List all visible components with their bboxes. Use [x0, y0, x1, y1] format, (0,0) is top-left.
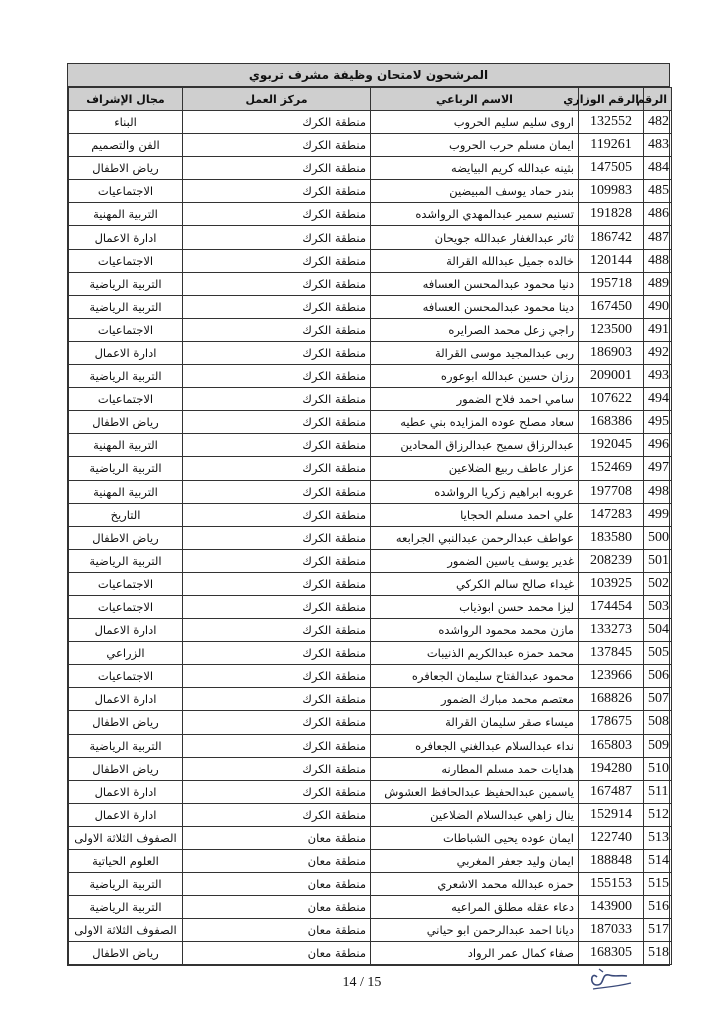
row-ministry-number: 152469	[579, 457, 644, 480]
row-num: 500	[644, 526, 672, 549]
row-num: 489	[644, 272, 672, 295]
table-row	[69, 873, 672, 896]
row-num: 504	[644, 619, 672, 642]
row-work-center: منطقة الكرك	[183, 780, 371, 803]
row-supervision-field: التاريخ	[69, 503, 183, 526]
row-supervision-field: ادارة الاعمال	[69, 226, 183, 249]
row-full-name: ينال زاهي عبدالسلام الضلاعين	[371, 803, 579, 826]
table-row	[69, 711, 672, 734]
row-ministry-number: 186742	[579, 226, 644, 249]
row-num: 503	[644, 595, 672, 618]
row-supervision-field: التربية المهنية	[69, 480, 183, 503]
row-ministry-number: 152914	[579, 803, 644, 826]
row-num: 492	[644, 341, 672, 364]
row-work-center: منطقة الكرك	[183, 503, 371, 526]
row-num: 508	[644, 711, 672, 734]
table-row	[69, 111, 672, 134]
page-number: 14 / 15	[342, 975, 382, 990]
row-num: 501	[644, 549, 672, 572]
table-row	[69, 272, 672, 295]
row-num: 516	[644, 896, 672, 919]
row-supervision-field: رياض الاطفال	[69, 711, 183, 734]
table-row	[69, 295, 672, 318]
row-ministry-number: 178675	[579, 711, 644, 734]
row-num: 507	[644, 688, 672, 711]
row-work-center: منطقة الكرك	[183, 757, 371, 780]
row-supervision-field: رياض الاطفال	[69, 526, 183, 549]
row-work-center: منطقة الكرك	[183, 619, 371, 642]
row-ministry-number: 103925	[579, 572, 644, 595]
row-num: 490	[644, 295, 672, 318]
row-ministry-number: 174454	[579, 595, 644, 618]
row-work-center: منطقة الكرك	[183, 803, 371, 826]
row-full-name: حمزه عبدالله محمد الاشعري	[371, 873, 579, 896]
row-num: 509	[644, 734, 672, 757]
row-work-center: منطقة الكرك	[183, 111, 371, 134]
header-work-center: مركز العمل	[183, 88, 371, 111]
table-row	[69, 180, 672, 203]
table-row	[69, 134, 672, 157]
row-work-center: منطقة الكرك	[183, 642, 371, 665]
row-work-center: منطقة معان	[183, 942, 371, 965]
row-ministry-number: 188848	[579, 850, 644, 873]
row-supervision-field: البناء	[69, 111, 183, 134]
table-row	[69, 919, 672, 942]
row-work-center: منطقة معان	[183, 873, 371, 896]
table-row	[69, 526, 672, 549]
header-ministry-number: الرقم الوزاري	[579, 88, 644, 111]
row-work-center: منطقة الكرك	[183, 134, 371, 157]
row-work-center: منطقة الكرك	[183, 388, 371, 411]
row-num: 510	[644, 757, 672, 780]
header-num: الرقم	[644, 88, 672, 111]
row-full-name: عواطف عبدالرحمن عبدالنبي الجرابعه	[371, 526, 579, 549]
row-num: 496	[644, 434, 672, 457]
row-num: 485	[644, 180, 672, 203]
row-supervision-field: التربية الرياضية	[69, 549, 183, 572]
row-ministry-number: 155153	[579, 873, 644, 896]
table-row	[69, 157, 672, 180]
row-full-name: محمود عبدالفتاح سليمان الجعافره	[371, 665, 579, 688]
row-ministry-number: 192045	[579, 434, 644, 457]
row-num: 484	[644, 157, 672, 180]
row-ministry-number: 167450	[579, 295, 644, 318]
table-row	[69, 619, 672, 642]
row-work-center: منطقة معان	[183, 850, 371, 873]
row-ministry-number: 209001	[579, 365, 644, 388]
table-row	[69, 850, 672, 873]
row-work-center: منطقة الكرك	[183, 711, 371, 734]
row-work-center: منطقة معان	[183, 826, 371, 849]
row-full-name: ثائر عبدالغفار عبدالله جويحان	[371, 226, 579, 249]
row-supervision-field: التربية الرياضية	[69, 896, 183, 919]
table-header-row	[69, 88, 672, 111]
row-num: 497	[644, 457, 672, 480]
row-supervision-field: ادارة الاعمال	[69, 688, 183, 711]
row-ministry-number: 122740	[579, 826, 644, 849]
row-full-name: بثينه عبدالله كريم البيايضه	[371, 157, 579, 180]
row-supervision-field: التربية المهنية	[69, 434, 183, 457]
row-ministry-number: 165803	[579, 734, 644, 757]
row-full-name: دينا محمود عبدالمحسن العسافه	[371, 295, 579, 318]
row-work-center: منطقة الكرك	[183, 480, 371, 503]
row-supervision-field: ادارة الاعمال	[69, 803, 183, 826]
row-ministry-number: 168386	[579, 411, 644, 434]
row-supervision-field: الزراعي	[69, 642, 183, 665]
row-supervision-field: الاجتماعيات	[69, 249, 183, 272]
row-num: 488	[644, 249, 672, 272]
row-ministry-number: 109983	[579, 180, 644, 203]
row-supervision-field: التربية الرياضية	[69, 873, 183, 896]
row-full-name: ديانا احمد عبدالرحمن ابو حياني	[371, 919, 579, 942]
row-full-name: رزان حسين عبدالله ابوعوره	[371, 365, 579, 388]
table-row	[69, 642, 672, 665]
row-num: 498	[644, 480, 672, 503]
row-full-name: عزار عاطف ربيع الضلاعين	[371, 457, 579, 480]
table-row	[69, 411, 672, 434]
page-title: المرشحون لامتحان وظيفة مشرف تربوي	[68, 64, 669, 87]
row-ministry-number: 167487	[579, 780, 644, 803]
row-supervision-field: رياض الاطفال	[69, 411, 183, 434]
row-work-center: منطقة الكرك	[183, 295, 371, 318]
row-full-name: محمد حمزه عبدالكريم الذنيبات	[371, 642, 579, 665]
table-row	[69, 503, 672, 526]
row-num: 515	[644, 873, 672, 896]
row-full-name: ايمان وليد جعفر المغربي	[371, 850, 579, 873]
row-work-center: منطقة معان	[183, 919, 371, 942]
row-full-name: غدير يوسف ياسين الضمور	[371, 549, 579, 572]
row-num: 499	[644, 503, 672, 526]
row-supervision-field: التربية الرياضية	[69, 457, 183, 480]
table-row	[69, 549, 672, 572]
row-ministry-number: 191828	[579, 203, 644, 226]
row-work-center: منطقة الكرك	[183, 572, 371, 595]
row-ministry-number: 132552	[579, 111, 644, 134]
row-supervision-field: ادارة الاعمال	[69, 619, 183, 642]
row-full-name: عروبه ابراهيم زكريا الرواشده	[371, 480, 579, 503]
row-supervision-field: الاجتماعيات	[69, 318, 183, 341]
row-num: 502	[644, 572, 672, 595]
row-full-name: غيداء صالح سالم الكركي	[371, 572, 579, 595]
row-work-center: منطقة الكرك	[183, 203, 371, 226]
row-supervision-field: الاجتماعيات	[69, 665, 183, 688]
table-row	[69, 734, 672, 757]
row-num: 513	[644, 826, 672, 849]
table-row	[69, 365, 672, 388]
table-row	[69, 688, 672, 711]
row-supervision-field: الاجتماعيات	[69, 595, 183, 618]
row-supervision-field: رياض الاطفال	[69, 942, 183, 965]
row-supervision-field: الاجتماعيات	[69, 572, 183, 595]
row-ministry-number: 119261	[579, 134, 644, 157]
row-num: 512	[644, 803, 672, 826]
row-num: 482	[644, 111, 672, 134]
table-row	[69, 826, 672, 849]
row-work-center: منطقة الكرك	[183, 526, 371, 549]
row-ministry-number: 168826	[579, 688, 644, 711]
table-row	[69, 318, 672, 341]
row-supervision-field: الفن والتصميم	[69, 134, 183, 157]
row-supervision-field: رياض الاطفال	[69, 157, 183, 180]
row-supervision-field: الصفوف الثلاثة الاولى	[69, 826, 183, 849]
row-ministry-number: 147505	[579, 157, 644, 180]
row-ministry-number: 183580	[579, 526, 644, 549]
row-supervision-field: ادارة الاعمال	[69, 341, 183, 364]
row-work-center: منطقة الكرك	[183, 180, 371, 203]
table-row	[69, 896, 672, 919]
row-supervision-field: التربية الرياضية	[69, 295, 183, 318]
row-work-center: منطقة الكرك	[183, 318, 371, 341]
table-row	[69, 480, 672, 503]
row-work-center: منطقة الكرك	[183, 249, 371, 272]
row-work-center: منطقة الكرك	[183, 595, 371, 618]
table-row	[69, 226, 672, 249]
row-supervision-field: الصفوف الثلاثة الاولى	[69, 919, 183, 942]
row-full-name: نداء عبدالسلام عبدالغني الجعافره	[371, 734, 579, 757]
table-row	[69, 249, 672, 272]
row-full-name: ربى عبدالمجيد موسى القرالة	[371, 341, 579, 364]
row-ministry-number: 107622	[579, 388, 644, 411]
row-ministry-number: 208239	[579, 549, 644, 572]
table-row	[69, 942, 672, 965]
row-full-name: معتصم محمد مبارك الضمور	[371, 688, 579, 711]
row-num: 517	[644, 919, 672, 942]
row-work-center: منطقة الكرك	[183, 665, 371, 688]
row-work-center: منطقة معان	[183, 896, 371, 919]
row-supervision-field: رياض الاطفال	[69, 757, 183, 780]
row-full-name: سامي احمد فلاح الضمور	[371, 388, 579, 411]
row-supervision-field: الاجتماعيات	[69, 388, 183, 411]
row-ministry-number: 120144	[579, 249, 644, 272]
row-work-center: منطقة الكرك	[183, 549, 371, 572]
row-full-name: تسنيم سمير عبدالمهدي الرواشده	[371, 203, 579, 226]
row-full-name: سعاد مصلح عوده المزايده بني عطيه	[371, 411, 579, 434]
row-full-name: راجي زعل محمد الصرايره	[371, 318, 579, 341]
candidates-table	[68, 87, 672, 965]
row-supervision-field: التربية الرياضية	[69, 272, 183, 295]
table-row	[69, 572, 672, 595]
row-supervision-field: التربية الرياضية	[69, 734, 183, 757]
row-ministry-number: 197708	[579, 480, 644, 503]
row-work-center: منطقة الكرك	[183, 226, 371, 249]
row-ministry-number: 143900	[579, 896, 644, 919]
row-num: 518	[644, 942, 672, 965]
row-work-center: منطقة الكرك	[183, 434, 371, 457]
row-ministry-number: 133273	[579, 619, 644, 642]
table-row	[69, 757, 672, 780]
row-ministry-number: 123500	[579, 318, 644, 341]
row-work-center: منطقة الكرك	[183, 272, 371, 295]
row-supervision-field: العلوم الحياتية	[69, 850, 183, 873]
row-full-name: ميساء صقر سليمان القرالة	[371, 711, 579, 734]
table-row	[69, 665, 672, 688]
row-full-name: ايمان مسلم حرب الحروب	[371, 134, 579, 157]
row-full-name: ايمان عوده يحيى الشباطات	[371, 826, 579, 849]
row-num: 493	[644, 365, 672, 388]
table-body	[69, 111, 672, 965]
row-num: 487	[644, 226, 672, 249]
row-supervision-field: الاجتماعيات	[69, 180, 183, 203]
table-row	[69, 388, 672, 411]
row-ministry-number: 187033	[579, 919, 644, 942]
row-ministry-number: 137845	[579, 642, 644, 665]
row-full-name: ياسمين عبدالحفيظ عبدالحافظ العشوش	[371, 780, 579, 803]
row-work-center: منطقة الكرك	[183, 411, 371, 434]
row-ministry-number: 186903	[579, 341, 644, 364]
row-supervision-field: التربية المهنية	[69, 203, 183, 226]
row-full-name: بندر حماد يوسف المبيضين	[371, 180, 579, 203]
header-full-name: الاسم الرباعي	[371, 88, 579, 111]
row-work-center: منطقة الكرك	[183, 157, 371, 180]
table-row	[69, 434, 672, 457]
row-num: 483	[644, 134, 672, 157]
row-num: 514	[644, 850, 672, 873]
row-supervision-field: ادارة الاعمال	[69, 780, 183, 803]
table-row	[69, 457, 672, 480]
row-num: 506	[644, 665, 672, 688]
row-full-name: صفاء كمال عمر الرواد	[371, 942, 579, 965]
table-row	[69, 803, 672, 826]
row-ministry-number: 147283	[579, 503, 644, 526]
row-full-name: عبدالرزاق سميح عبدالرزاق المحادين	[371, 434, 579, 457]
row-full-name: هدايات حمد مسلم المطارنه	[371, 757, 579, 780]
row-ministry-number: 123966	[579, 665, 644, 688]
row-num: 511	[644, 780, 672, 803]
candidates-sheet	[67, 63, 670, 966]
row-num: 505	[644, 642, 672, 665]
table-row	[69, 595, 672, 618]
row-ministry-number: 195718	[579, 272, 644, 295]
row-full-name: ليزا محمد حسن ابوذياب	[371, 595, 579, 618]
row-full-name: دعاء عقله مطلق المراعيه	[371, 896, 579, 919]
row-work-center: منطقة الكرك	[183, 457, 371, 480]
row-full-name: مازن محمد محمود الرواشده	[371, 619, 579, 642]
row-work-center: منطقة الكرك	[183, 688, 371, 711]
row-work-center: منطقة الكرك	[183, 734, 371, 757]
table-row	[69, 341, 672, 364]
row-full-name: علي احمد مسلم الحجايا	[371, 503, 579, 526]
table-row	[69, 780, 672, 803]
row-work-center: منطقة الكرك	[183, 365, 371, 388]
row-num: 491	[644, 318, 672, 341]
row-num: 495	[644, 411, 672, 434]
table-row	[69, 203, 672, 226]
row-full-name: دنيا محمود عبدالمحسن العسافه	[371, 272, 579, 295]
row-ministry-number: 168305	[579, 942, 644, 965]
row-num: 486	[644, 203, 672, 226]
row-supervision-field: التربية الرياضية	[69, 365, 183, 388]
row-ministry-number: 194280	[579, 757, 644, 780]
header-supervision-field: مجال الإشراف	[69, 88, 183, 111]
row-work-center: منطقة الكرك	[183, 341, 371, 364]
row-full-name: اروى سليم سليم الحروب	[371, 111, 579, 134]
row-full-name: خالده جميل عبدالله القرالة	[371, 249, 579, 272]
row-num: 494	[644, 388, 672, 411]
